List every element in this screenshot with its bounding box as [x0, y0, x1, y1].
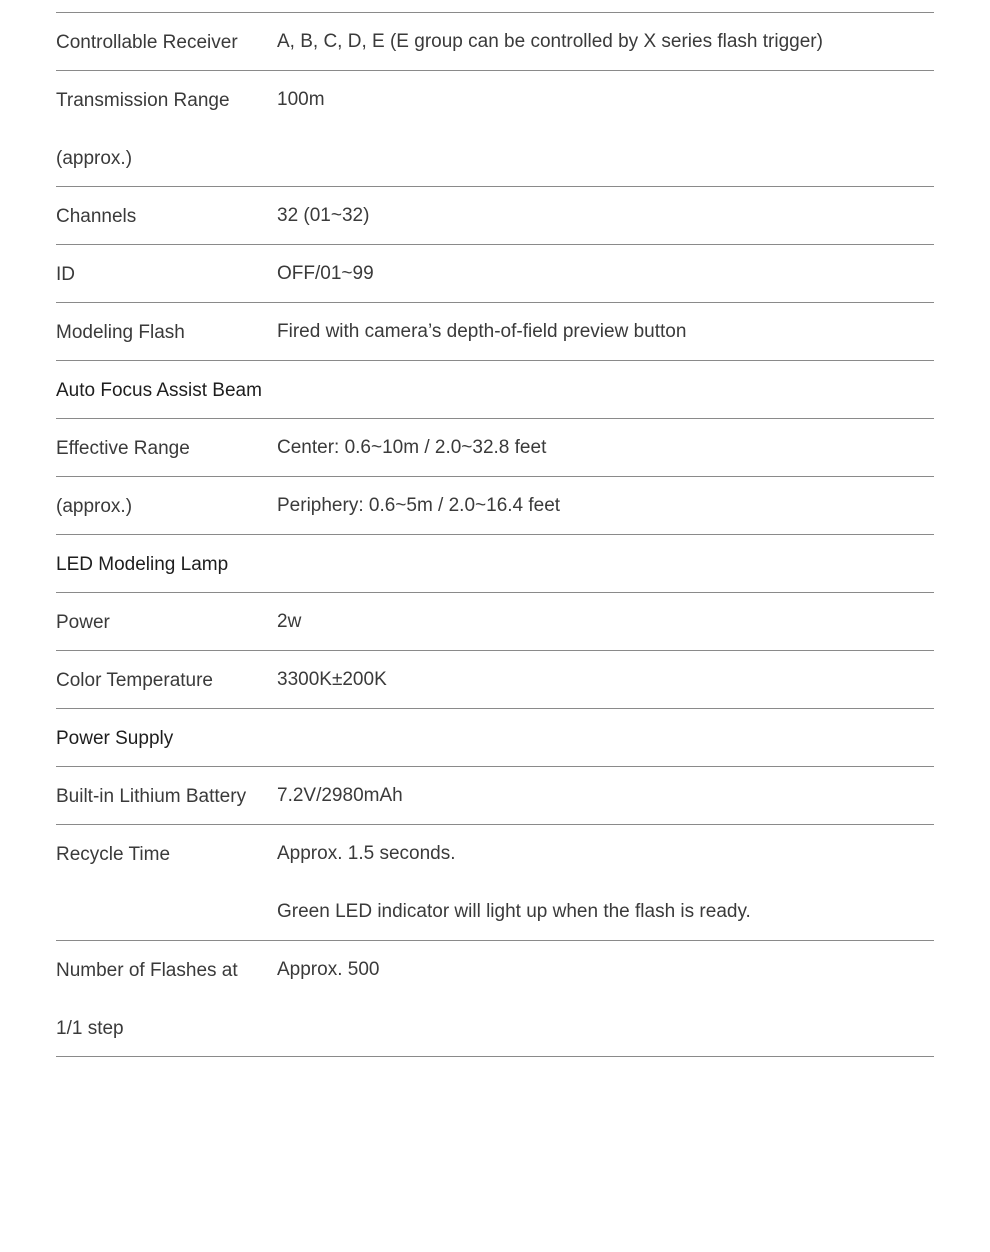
spec-table: [56, 12, 934, 1057]
spec-label: [56, 942, 271, 1058]
spec-row-effective-range-periphery: [56, 477, 934, 535]
spec-label-line: (approx.): [56, 496, 133, 517]
spec-label-line: Power: [56, 612, 110, 633]
section-title-line: LED Modeling Lamp: [56, 554, 229, 575]
spec-value-line: Approx. 500: [277, 959, 380, 980]
spec-label-line: ID: [56, 264, 75, 285]
spec-row-color-temperature: [56, 651, 934, 709]
spec-label: [56, 594, 271, 652]
spec-label-line: Effective Range: [56, 438, 190, 459]
spec-label: [56, 768, 271, 826]
spec-row-effective-range: [56, 419, 934, 477]
spec-value-line: Green LED indicator will light up when the flash is ready.: [277, 901, 751, 922]
spec-row-modeling-flash: [56, 303, 934, 361]
spec-label-line: Built-in Lithium Battery: [56, 786, 247, 807]
spec-value-line: 100m: [277, 89, 325, 110]
spec-value: [277, 941, 379, 999]
spec-label-line: Color Temperature: [56, 670, 214, 691]
spec-value-line: Fired with camera’s depth-of-field preview button: [277, 321, 687, 342]
spec-label-line: 1/1 step: [56, 1018, 124, 1039]
spec-label-line: Controllable Receiver: [56, 32, 238, 53]
spec-row-transmission-range: [56, 71, 934, 187]
spec-value-line: OFF/01~99: [277, 263, 374, 284]
spec-value-line: A, B, C, D, E (E group can be controlled by X series flash trigger): [277, 31, 823, 52]
spec-label-line: Recycle Time: [56, 844, 171, 865]
section-title-line: Auto Focus Assist Beam: [56, 380, 262, 401]
section-title-line: Power Supply: [56, 728, 174, 749]
spec-row-channels: [56, 187, 934, 245]
spec-value: [277, 71, 325, 129]
spec-row-number-of-flashes: [56, 941, 934, 1057]
spec-label-line: Number of Flashes at: [56, 960, 238, 981]
section-title: [56, 362, 271, 420]
spec-value-line: Periphery: 0.6~5m / 2.0~16.4 feet: [277, 495, 561, 516]
spec-label: [56, 14, 271, 72]
spec-value: [277, 477, 560, 535]
spec-label: [56, 478, 271, 536]
spec-label-line: Channels: [56, 206, 137, 227]
spec-value: [277, 187, 369, 245]
spec-label-line: Transmission Range: [56, 90, 230, 111]
spec-value: [277, 825, 751, 941]
spec-value-line: 32 (01~32): [277, 205, 370, 226]
spec-value: [277, 593, 301, 651]
spec-row-controllable-receiver: [56, 13, 934, 71]
spec-value-line: Center: 0.6~10m / 2.0~32.8 feet: [277, 437, 547, 458]
section-header-led-modeling-lamp: [56, 535, 934, 593]
spec-value-line: 3300K±200K: [277, 669, 387, 690]
spec-row-power: [56, 593, 934, 651]
spec-row-id: [56, 245, 934, 303]
spec-value: [277, 303, 686, 361]
spec-label-line: (approx.): [56, 148, 133, 169]
spec-label: [56, 188, 271, 246]
spec-label: [56, 72, 271, 188]
spec-value-line: 7.2V/2980mAh: [277, 785, 403, 806]
section-header-auto-focus-assist-beam: [56, 361, 934, 419]
spec-value: [277, 651, 387, 709]
spec-value: [277, 419, 546, 477]
spec-label: [56, 420, 271, 478]
section-title: [56, 536, 271, 594]
spec-label-line: Modeling Flash: [56, 322, 185, 343]
section-header-power-supply: [56, 709, 934, 767]
spec-label: [56, 246, 271, 304]
spec-row-recycle-time: [56, 825, 934, 941]
section-title: [56, 710, 271, 768]
spec-label: [56, 826, 271, 884]
spec-label: [56, 652, 271, 710]
spec-row-built-in-lithium-battery: [56, 767, 934, 825]
spec-value: [277, 13, 823, 71]
spec-value-line: 2w: [277, 611, 302, 632]
spec-value: [277, 767, 403, 825]
spec-label: [56, 304, 271, 362]
spec-value: [277, 245, 374, 303]
spec-value-line: Approx. 1.5 seconds.: [277, 843, 456, 864]
